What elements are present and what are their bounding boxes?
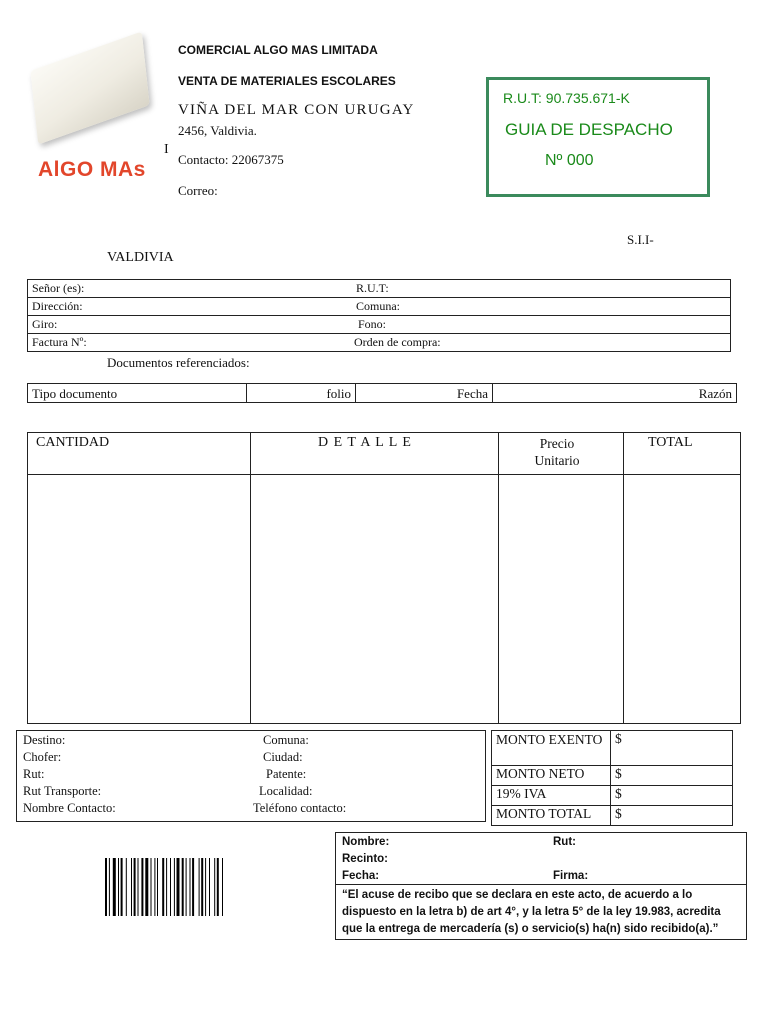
header-quantity: CANTIDAD [36, 435, 110, 450]
sig-sign-label: Firma: [553, 870, 589, 882]
header-date: Fecha [356, 384, 493, 403]
amount-vat-value: $ [611, 786, 733, 806]
document-type: GUIA DE DESPACHO [505, 120, 673, 139]
sig-rut-label: Rut: [553, 836, 576, 848]
driver-label: Chofer: [23, 750, 62, 764]
amount-net-value: $ [611, 766, 733, 786]
transport-block [16, 730, 486, 822]
table-row [492, 786, 733, 806]
sig-date-label: Fecha: [342, 870, 380, 882]
amount-net-label: MONTO NETO [492, 766, 611, 786]
locality-label: Localidad: [259, 784, 313, 798]
table-row [28, 280, 731, 298]
sig-venue-label: Recinto: [342, 853, 388, 865]
amount-exempt-value: $ [611, 731, 733, 766]
plate-label: Patente: [266, 767, 307, 781]
company-logo [20, 40, 160, 190]
chalk-eraser-logo-icon [30, 31, 149, 144]
header-doc-type: Tipo documento [28, 384, 247, 403]
rut-box [486, 77, 710, 197]
stray-character: I [164, 142, 169, 157]
table-row [28, 384, 737, 403]
document-number: Nº 000 [545, 152, 594, 169]
client-phone-label: Fono: [352, 316, 731, 334]
client-invoice-label: Factura Nº: [28, 334, 353, 352]
amount-total-value: $ [611, 806, 733, 826]
company-address-line2: 2456, Valdivia. [178, 123, 257, 138]
contact-phone-label: Teléfono contacto: [253, 801, 347, 815]
amount-exempt-label: MONTO EXENTO [492, 731, 611, 766]
header-total: TOTAL [648, 435, 693, 450]
company-name: COMERCIAL ALGO MAS LIMITADA [178, 43, 378, 57]
table-row [492, 766, 733, 786]
client-address-label: Dirección: [28, 298, 353, 316]
client-purchase-order-label: Orden de compra: [352, 334, 731, 352]
rut-number: R.U.T: 90.735.671-K [503, 90, 630, 106]
header-folio: folio [247, 384, 356, 403]
items-table [27, 432, 741, 724]
company-contact: Contacto: 22067375 [178, 152, 284, 167]
table-row [492, 806, 733, 826]
company-address-line1: VIÑA DEL MAR CON URUGAY [178, 102, 415, 118]
table-row [492, 731, 733, 766]
client-comuna-label: Comuna: [352, 298, 731, 316]
company-business: VENTA DE MATERIALES ESCOLARES [178, 74, 396, 88]
table-row [28, 298, 731, 316]
legal-quote: “El acuse de recibo que se declara en este acto, de acuerdo a lo dispuesto en la letra b) de art 4°, y la letra 5° de la ley 19.983, acredita que la entrega de mercadería (s) o servicio(s) ha(n) sido recibido(a).” [342, 889, 721, 935]
header-detail: D E T A L L E [318, 435, 412, 450]
rut-label: Rut: [23, 767, 45, 781]
client-info-table [27, 279, 731, 352]
contact-name-label: Nombre Contacto: [23, 801, 116, 815]
receipt-signature-block [335, 832, 747, 940]
table-row [28, 334, 731, 352]
city-field-label: Ciudad: [263, 750, 303, 764]
referenced-docs-title: Documentos referenciados: [107, 355, 250, 370]
transport-rut-label: Rut Transporte: [23, 784, 102, 798]
city-label: VALDIVIA [107, 250, 174, 265]
amounts-table [491, 730, 733, 826]
amount-vat-label: 19% IVA [492, 786, 611, 806]
table-row [28, 316, 731, 334]
barcode-icon [105, 858, 260, 916]
header-unit-price: Precio Unitario [534, 436, 580, 468]
amount-total-label: MONTO TOTAL [492, 806, 611, 826]
company-email: Correo: [178, 183, 218, 198]
sii-label: S.I.I- [627, 232, 654, 247]
logo-text: AlGO MAs [38, 158, 146, 181]
client-name-label: Señor (es): [28, 280, 353, 298]
comuna-label: Comuna: [263, 733, 309, 747]
sig-name-label: Nombre: [342, 836, 390, 848]
header-reason: Razón [493, 384, 737, 403]
client-giro-label: Giro: [28, 316, 353, 334]
referenced-docs-table [27, 383, 737, 403]
destination-label: Destino: [23, 733, 66, 747]
client-rut-label: R.U.T: [352, 280, 731, 298]
